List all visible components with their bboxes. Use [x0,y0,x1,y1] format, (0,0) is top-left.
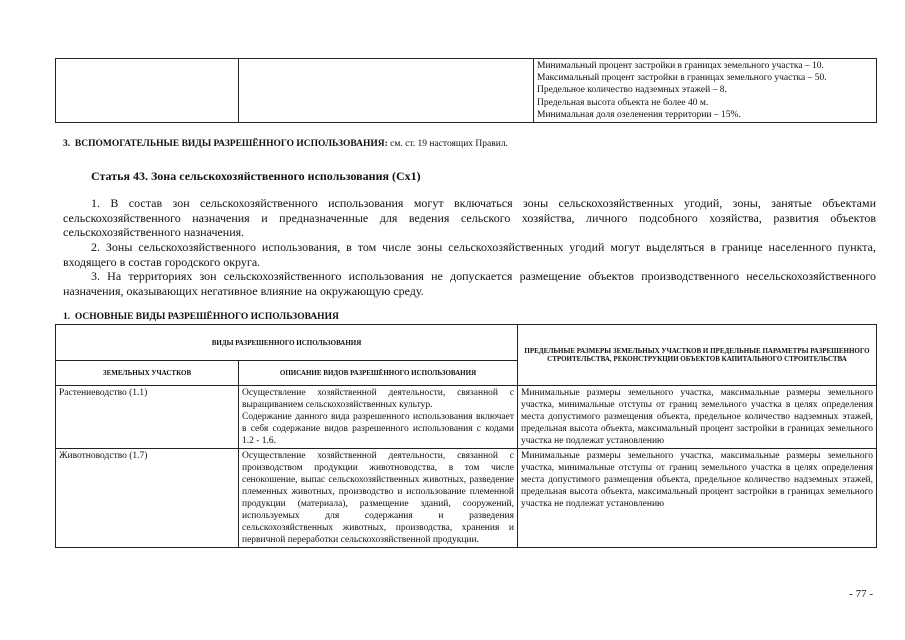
params-line: Минимальный процент застройки в границах земельного участка – 10. [537,61,824,71]
land-use-table [55,324,877,548]
params-line: Предельное количество надземных этажей – 8. [537,85,727,96]
row-params: Минимальные размеры земельного участка, максимальные размеры земельного участка, минимальные отступы от границ земельного участка в целях определения места допустимого размещения объекта, предельное количество надземных этажей, предельная высота объекта, максимальный процент застройки в границах земельного участка не подлежат установлению [518,449,877,548]
article-paragraph-2: 2. Зоны сельскохозяйственного использования, в том числе зоны сельскохозяйственных угодий могут выделяться в границе населенного пункта, входящего в состав городского округа. [63,240,876,269]
params-line: Максимальный процент застройки в границах земельного участка – 50. [537,73,827,84]
params-line: Предельная высота объекта не более 40 м. [537,97,709,108]
header-land-plots: ЗЕМЕЛЬНЫХ УЧАСТКОВ [56,361,239,386]
top-table-cell-empty-1 [56,59,239,123]
row-name: Животноводство (1.7) [56,449,239,548]
top-table-params-cell [534,59,877,123]
page-number: - 77 - [849,588,873,600]
description-text-2: Содержание данного вида разрешенного использования включает в себя содержание видов разрешенного использования с кодами 1.2 - 1.6. [242,412,514,446]
section-number: 1. [63,312,71,322]
row-description [239,449,518,548]
section-3-heading [63,139,508,149]
table-row [56,449,877,548]
description-text: Осуществление хозяйственной деятельности, связанной с выращиванием сельскохозяйственных культур. [242,388,514,410]
header-params: ПРЕДЕЛЬНЫЕ РАЗМЕРЫ ЗЕМЕЛЬНЫХ УЧАСТКОВ И ПРЕДЕЛЬНЫЕ ПАРАМЕТРЫ РАЗРЕШЕННОГО СТРОИТЕЛЬСТВА, РЕКОНСТРУКЦИИ ОБЪЕКТОВ КАПИТАЛЬНОГО СТРОИТЕЛЬСТВА [518,325,877,386]
row-description [239,386,518,449]
article-title: Статья 43. Зона сельскохозяйственного использования (Сх1) [91,169,421,183]
description-text: Осуществление хозяйственной деятельности, связанной с производством продукции животноводства, в том числе сенокошение, выпас сельскохозяйственных животных, разведение племенных животных, производство и использование племенной продукции (материала), размещение зданий, сооружений, используемых для содержания и разведения сельскохозяйственных животных, производства, хранения и первичной переработки сельскохозяйственной продукции. [242,451,514,545]
params-line: Минимальная доля озеленения территории – 15%. [537,109,741,120]
top-table [55,58,877,123]
section-title: ВСПОМОГАТЕЛЬНЫЕ ВИДЫ РАЗРЕШЁННОГО ИСПОЛЬЗОВАНИЯ: [74,139,388,149]
article-paragraph-1: 1. В состав зон сельскохозяйственного использования могут включаться зоны сельскохозяйственных угодий, зоны, занятые объектами сельскохозяйственного назначения и предназначенные для ведения сельского хозяйства, личного подсобного хозяйства, развития объектов сельскохозяйственного назначения. [63,196,876,239]
top-table-cell-empty-2 [239,59,534,123]
table-row [56,386,877,449]
article-paragraph-3: 3. На территориях зон сельскохозяйственного использования не допускается размещение объектов производственного несельскохозяйственного назначения, оказывающих негативное влияние на окружающую среду. [63,269,876,298]
section-1-heading [63,312,339,322]
section-number: 3. [63,139,71,149]
section-reference: см. ст. 19 настоящих Правил. [387,139,508,149]
row-params: Минимальные размеры земельного участка, максимальные размеры земельного участка, минимальные отступы от границ земельного участка в целях определения места допустимого размещения объекта, предельное количество надземных этажей, предельная высота объекта, максимальный процент застройки в границах земельного участка не подлежат установлению [518,386,877,449]
header-description: ОПИСАНИЕ ВИДОВ РАЗРЕШЁННОГО ИСПОЛЬЗОВАНИЯ [239,361,518,386]
section-title: ОСНОВНЫЕ ВИДЫ РАЗРЕШЁННОГО ИСПОЛЬЗОВАНИЯ [74,312,339,322]
row-name: Растениеводство (1.1) [56,386,239,449]
header-group: ВИДЫ РАЗРЕШЕННОГО ИСПОЛЬЗОВАНИЯ [56,325,518,361]
